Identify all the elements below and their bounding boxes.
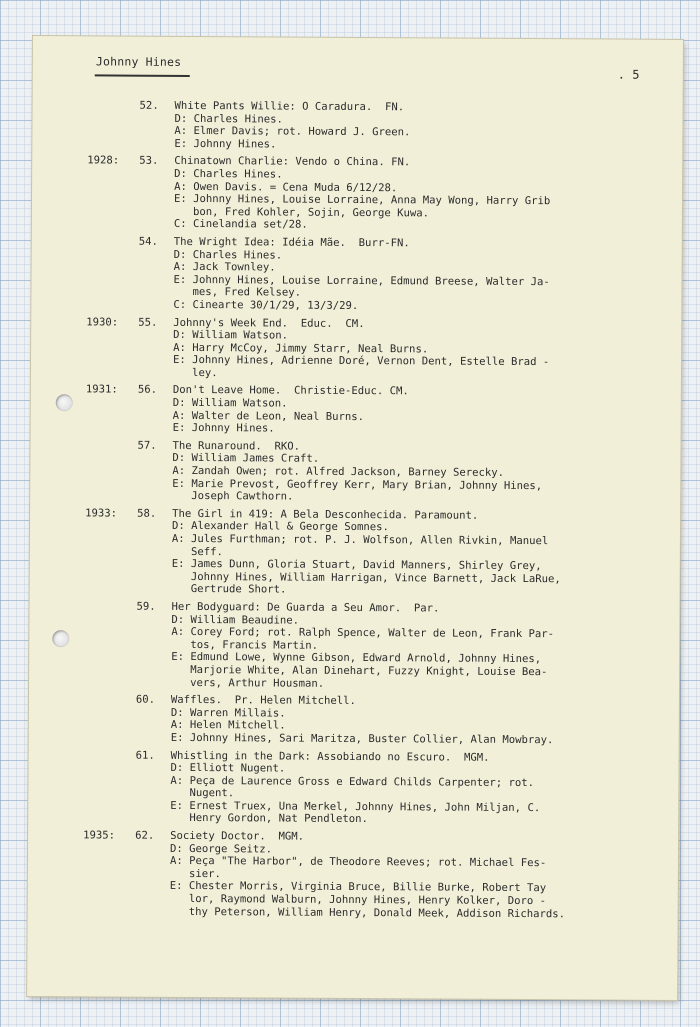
entry-number <box>136 638 171 651</box>
film-entry <box>84 600 675 692</box>
credit-line: mes, Fred Kelsey. <box>173 286 302 299</box>
entry-number <box>135 800 170 813</box>
entry-number <box>138 329 173 342</box>
entry-number <box>139 218 174 231</box>
entry-line <box>84 731 674 747</box>
credit-line: D: William Beaudine. <box>171 613 300 627</box>
punch-hole <box>52 630 69 647</box>
entry-year <box>86 286 138 299</box>
document-page <box>27 36 683 1000</box>
entry-number <box>139 261 174 274</box>
credit-line: ley. <box>172 366 218 380</box>
entry-number <box>135 812 170 825</box>
entry-number <box>139 205 174 218</box>
entry-year <box>83 761 135 774</box>
page-header-title: Johnny Hines <box>95 54 182 69</box>
entry-year <box>85 532 137 545</box>
entry-number <box>135 893 170 906</box>
film-entry <box>87 155 677 234</box>
entry-number <box>137 558 172 571</box>
entry-year <box>86 409 138 422</box>
entry-year <box>83 867 135 880</box>
film-entry <box>87 99 677 153</box>
credit-line: A: Peça de Laurence Gross e Edward Childs Carpenter; rot. <box>170 774 535 789</box>
film-entry <box>84 693 674 747</box>
entry-number <box>136 719 171 732</box>
credit-line: Joseph Cawthorn. <box>172 490 294 503</box>
entry-number: 56. <box>137 384 158 397</box>
entry-line <box>85 583 675 599</box>
entry-year <box>85 520 137 533</box>
credit-line: D: William Watson. <box>173 328 289 342</box>
entry-year <box>87 192 139 205</box>
entry-year <box>83 812 135 825</box>
entry-year <box>86 366 138 379</box>
film-entry <box>86 235 676 314</box>
entry-number <box>139 193 174 206</box>
entry-line <box>85 490 675 506</box>
film-title: Waffles. Pr. Helen Mitchell. <box>170 693 356 708</box>
entry-line <box>87 218 677 234</box>
credit-line: lor, Raymond Walburn, Johnny Hines, Henry Kolker, Doro - <box>169 892 547 908</box>
credit-line: D: Charles Hines. <box>174 112 283 126</box>
entry-year <box>85 439 137 452</box>
entry-line <box>86 422 676 438</box>
entry-number <box>139 137 174 150</box>
film-title: Her Bodyguard: De Guarda a Seu Amor. Par. <box>171 600 440 615</box>
entry-year <box>85 570 137 583</box>
entry-year <box>85 545 137 558</box>
entry-number <box>137 520 172 533</box>
entry-number <box>137 477 172 490</box>
entry-number: 57. <box>137 439 157 452</box>
credit-line: tos, Francis Martin. <box>171 638 319 652</box>
credit-line: A: Owen Davis. = Cena Muda 6/12/28. <box>174 180 398 194</box>
entry-number <box>137 570 172 583</box>
entry-year <box>84 613 136 626</box>
entry-number: 55. <box>138 316 158 329</box>
entry-year <box>84 749 136 762</box>
entry-line <box>86 298 676 314</box>
punch-hole <box>56 394 73 411</box>
film-entry <box>86 316 676 383</box>
entry-year <box>85 452 137 465</box>
film-title: Society Doctor. MGM. <box>170 829 305 843</box>
entry-number <box>135 842 170 855</box>
credit-line: C: Cinelandia set/28. <box>173 218 308 232</box>
credit-line: E: Johnny Hines, Adrienne Doré, Vernon Dent, Estelle Brad - <box>172 354 550 369</box>
entry-number <box>138 409 173 422</box>
film-title: Don't Leave Home. Christie-Educ. CM. <box>172 384 409 398</box>
page-number: . 5 <box>617 67 640 82</box>
entry-year: 1933: <box>85 507 118 520</box>
entry-year <box>84 676 136 689</box>
entry-number <box>137 545 172 558</box>
entry-year <box>86 341 138 354</box>
entry-number <box>136 613 171 626</box>
entry-year <box>85 477 137 490</box>
entry-number <box>135 762 170 775</box>
entry-number <box>135 905 170 918</box>
film-title: Whistling in the Dark: Assobiando no Escuro. MGM. <box>170 749 490 764</box>
entry-number <box>137 533 172 546</box>
film-entry <box>85 507 676 599</box>
entry-number <box>138 273 173 286</box>
entry-year <box>87 248 139 261</box>
entry-year <box>84 693 136 706</box>
entry-number <box>138 367 173 380</box>
entry-line <box>83 812 673 828</box>
entry-year <box>83 787 135 800</box>
entry-number <box>135 880 170 893</box>
entry-year: 1935: <box>83 829 116 842</box>
entry-year <box>85 464 137 477</box>
entry-year <box>84 719 136 732</box>
entry-number <box>135 867 170 880</box>
entry-number <box>138 341 173 354</box>
entry-year <box>85 490 137 503</box>
entry-year <box>84 638 136 651</box>
credit-line: Marjorie White, Alan Dinehart, Fuzzy Knight, Louise Bea- <box>171 663 548 679</box>
entry-year <box>86 354 138 367</box>
entry-year <box>84 663 136 676</box>
entry-number <box>136 732 171 745</box>
credit-line: bon, Fred Kohler, Sojin, George Kuwa. <box>173 205 430 220</box>
film-title: Chinatown Charlie: Vendo o China. FN. <box>174 155 411 169</box>
entry-year <box>84 651 136 664</box>
entry-number <box>138 286 173 299</box>
entry-number <box>138 354 173 367</box>
entry-line <box>86 366 676 382</box>
credit-line: Seff. <box>171 545 223 558</box>
credit-line: vers, Arthur Housman. <box>171 676 325 690</box>
credit-line: Henry Gordon, Nat Pendleton. <box>170 812 368 826</box>
entry-year <box>87 180 139 193</box>
credit-line: E: Johnny Hines. <box>172 422 275 435</box>
film-entry <box>83 829 674 921</box>
entry-number <box>135 787 170 800</box>
film-title: White Pants Willie: O Caradura. FN. <box>174 99 405 114</box>
entry-number <box>138 422 173 435</box>
entry-number <box>137 490 172 503</box>
credit-line: sier. <box>169 867 221 881</box>
entry-number <box>137 583 172 596</box>
entry-year <box>84 600 136 613</box>
entry-line <box>83 905 673 921</box>
credit-line: C: Cinearte 30/1/29, 13/3/29. <box>173 298 359 312</box>
credit-line: D: William James Craft. <box>172 452 320 466</box>
credit-line: E: Chester Morris, Virginia Bruce, Billie Burke, Robert Tay <box>169 880 547 895</box>
entry-number: 61. <box>135 749 155 762</box>
credit-line: A: Corey Ford; rot. Ralph Spence, Walter de Leon, Frank Par- <box>171 626 555 641</box>
entry-number <box>136 664 171 677</box>
credit-line: E: James Dunn, Gloria Stuart, David Manners, Shirley Grey, <box>171 558 542 573</box>
credit-line: E: Johnny Hines, Louise Lorraine, Anna May Wong, Harry Grib <box>173 193 551 208</box>
entry-number: 62. <box>135 829 155 842</box>
entry-number <box>137 452 172 465</box>
entry-year <box>83 855 135 868</box>
film-entry <box>83 749 673 828</box>
credit-line: A: Jules Furthman; rot. P. J. Wolfson, Allen Rivkin, Manuel <box>171 532 549 548</box>
entry-year <box>86 396 138 409</box>
entry-number <box>136 706 171 719</box>
entry-year <box>84 731 136 744</box>
credit-line: D: Warren Millais. <box>170 706 286 720</box>
entry-year <box>86 422 138 435</box>
credit-line: A: Peça "The Harbor", de Theodore Reeves; rot. Michael Fes- <box>169 855 547 870</box>
credit-line: A: Jack Townley. <box>173 260 276 274</box>
entry-number <box>135 774 170 787</box>
film-title: The Runaround. RKO. <box>172 439 301 453</box>
entry-number <box>136 626 171 639</box>
entry-number: 54. <box>138 235 158 248</box>
entry-year <box>87 112 139 125</box>
entry-year: 1930: <box>86 315 119 329</box>
entry-number: 60. <box>135 693 156 706</box>
entry-number <box>137 465 172 478</box>
entry-year <box>84 706 136 719</box>
credit-line: D: George Seitz. <box>170 842 273 856</box>
credit-line: A: Walter de Leon, Neal Burns. <box>172 409 365 423</box>
entry-line <box>87 137 677 153</box>
film-title: The Girl in 419: A Bela Desconhecida. Paramount. <box>172 507 479 522</box>
entry-number: 59. <box>136 600 156 613</box>
entry-year <box>83 892 135 905</box>
entry-number <box>139 180 174 193</box>
film-title: Johnny's Week End. Educ. CM. <box>173 316 365 330</box>
credit-line: A: Elmer Davis; rot. Howard J. Green. <box>174 125 411 139</box>
entry-year <box>87 167 139 180</box>
entry-year <box>83 799 135 812</box>
entry-number <box>139 168 174 181</box>
entry-year <box>83 842 135 855</box>
credit-line: D: Alexander Hall & George Somnes. <box>171 520 389 534</box>
entry-year <box>85 558 137 571</box>
entry-number <box>138 397 173 410</box>
entry-number <box>139 112 174 125</box>
entry-number <box>138 299 173 312</box>
film-entry <box>86 384 676 438</box>
credit-line: E: Johnny Hines, Sari Maritza, Buster Collier, Alan Mowbray. <box>170 731 554 747</box>
credit-line: thy Peterson, William Henry, Donald Meek, Addison Richards. <box>169 905 566 920</box>
entry-number <box>135 855 170 868</box>
entry-year <box>87 125 139 138</box>
credit-line: E: Edmund Lowe, Wynne Gibson, Edward Arnold, Johnny Hines, <box>171 651 542 666</box>
entry-year <box>87 235 139 248</box>
entry-year <box>87 137 139 150</box>
filmography-list <box>83 99 678 926</box>
entry-year <box>87 218 139 231</box>
film-title: The Wright Idea: Idéia Mãe. Burr-FN. <box>173 235 410 250</box>
credit-line: D: William Watson. <box>172 396 288 410</box>
entry-year <box>87 260 139 273</box>
entry-year <box>86 273 138 286</box>
credit-line: A: Helen Mitchell. <box>170 719 286 732</box>
credit-line: A: Zandah Owen; rot. Alfred Jackson, Barney Serecky. <box>172 464 505 479</box>
entry-number <box>136 676 171 689</box>
credit-line: Johnny Hines, William Harrigan, Vince Barnett, Jack LaRue, <box>171 570 561 586</box>
entry-year <box>87 205 139 218</box>
credit-line: E: Johnny Hines, Louise Lorraine, Edmund Breese, Walter Ja- <box>173 273 550 288</box>
entry-year <box>86 328 138 341</box>
credit-line: E: Marie Prevost, Geoffrey Kerr, Mary Brian, Johnny Hines, <box>172 477 543 492</box>
credit-line: D: Charles Hines. <box>173 248 283 262</box>
entry-year <box>88 99 140 112</box>
entry-number <box>136 651 171 664</box>
entry-year: 1931: <box>85 383 118 396</box>
entry-year <box>84 625 136 638</box>
entry-year <box>83 774 135 787</box>
entry-number: 53. <box>139 155 159 168</box>
entry-year: 1928: <box>87 154 120 167</box>
credit-line: Nugent. <box>170 787 235 800</box>
entry-year <box>85 583 137 596</box>
credit-line: D: Elliott Nugent. <box>170 761 286 775</box>
entry-year <box>86 298 138 311</box>
credit-line: Gertrude Short. <box>171 583 287 596</box>
entry-number <box>139 248 174 261</box>
entry-number <box>139 125 174 138</box>
entry-year <box>83 880 135 893</box>
credit-line: E: Ernest Truex, Una Merkel, Johnny Hines, John Miljan, C. <box>170 799 541 814</box>
entry-number: 58. <box>137 507 157 520</box>
entry-number: 52. <box>139 99 159 112</box>
entry-year <box>83 905 135 918</box>
credit-line: D: Charles Hines. <box>174 167 283 181</box>
film-entry <box>85 439 675 506</box>
credit-line: E: Johnny Hines. <box>174 137 277 151</box>
entry-line <box>84 676 674 692</box>
credit-line: A: Harry McCoy, Jimmy Starr, Neal Burns. <box>173 341 429 356</box>
header-underline <box>95 74 190 76</box>
